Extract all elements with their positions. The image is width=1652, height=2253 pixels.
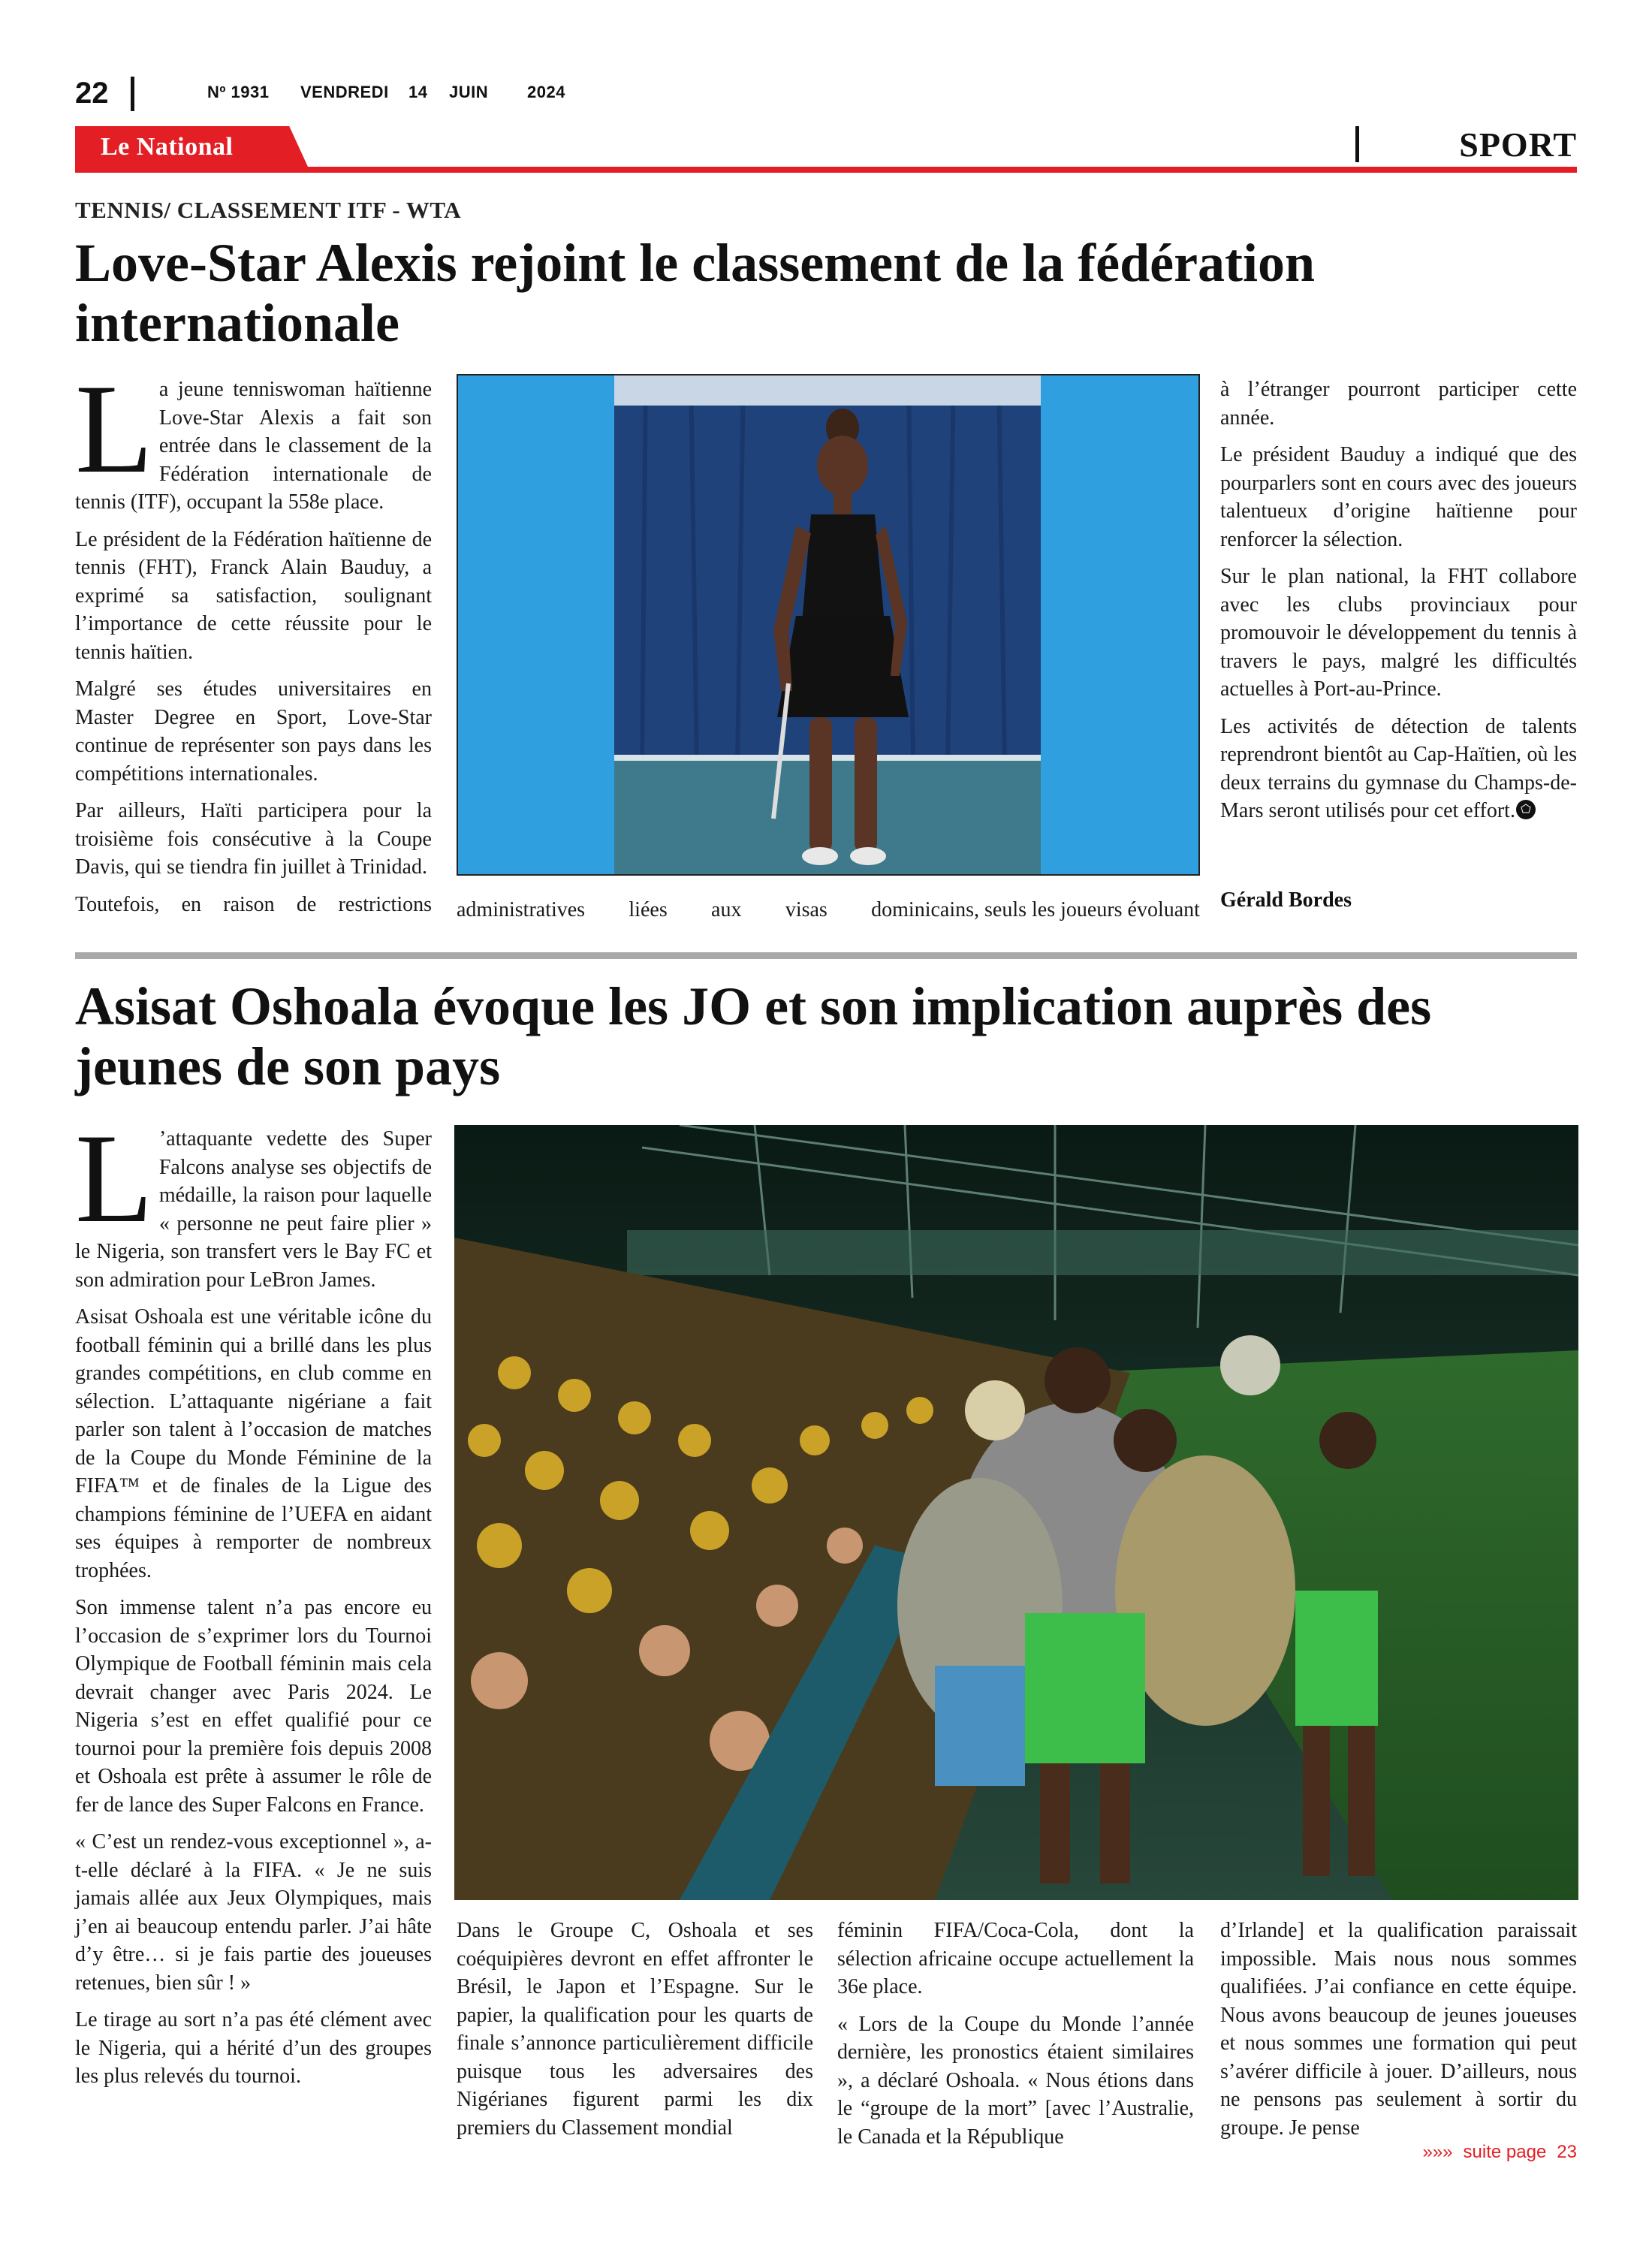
tennis-player-image	[458, 376, 1198, 874]
article1-column-3	[1220, 376, 1577, 834]
issue-day: VENDREDI	[300, 83, 389, 101]
article2-photo	[454, 1125, 1578, 1900]
continuation-word: dominicains, seuls les joueurs évoluant	[871, 898, 1200, 921]
article2-column-3	[837, 1917, 1194, 2160]
article1-byline: Gérald Bordes	[1220, 888, 1352, 912]
article1-paragraph: La jeune tenniswoman haïtienne Love-Star Alexis a fait son entrée dans le classement de la Fédération internationale de tennis (ITF), occupant la 558e place.	[75, 358, 432, 514]
suite-label: suite page	[1463, 2142, 1547, 2162]
continued-on-page[interactable]	[1422, 2142, 1577, 2163]
section-title: SPORT	[1459, 125, 1577, 164]
article1-dropcap: L	[75, 358, 153, 499]
article1-kicker: TENNIS/ CLASSEMENT ITF - WTA	[75, 197, 462, 223]
article2-dropcap: L	[75, 1108, 153, 1249]
article-separator	[75, 952, 1577, 959]
article1-paragraph: Par ailleurs, Haïti participera pour la troisième fois consécutive à la Coupe Davis, qui se tiendra fin juillet à Trinidad.	[75, 799, 432, 879]
article1-paragraph: Le président Bauduy a indiqué que des pourparlers sont en cours avec des joueurs talentueux d’origine haïtienne pour renforcer la sélection.	[1220, 443, 1577, 551]
brand-name: Le National	[101, 133, 234, 161]
article2-paragraph: L ’attaquante vedette des Super Falcons analyse ses objectifs de médaille, la raison pour laquelle « personne ne peut faire plier » le Nigeria, son transfert vers le Bay FC et son admiration pour LeBron James.	[75, 1108, 432, 1292]
issue-date-day: 14	[408, 83, 428, 101]
article2-headline: Asisat Oshoala évoque les JO et son implication auprès des jeunes de son pays	[75, 976, 1432, 1096]
article1-continuation-line	[457, 896, 1200, 924]
section-divider	[1355, 126, 1359, 162]
article2-paragraph: Le tirage au sort n’a pas été clément avec le Nigeria, qui a hérité d’un des groupes les plus relevés du tournoi.	[75, 2008, 432, 2088]
article1-paragraph: Le président de la Fédération haïtienne de tennis (FHT), Franck Alain Bauduy, a exprimé sa satisfaction, soulignant l’importance de cette réussite pour le tennis haïtien.	[75, 527, 432, 664]
article1-paragraph: Toutefois, en raison de restrictions	[75, 892, 432, 916]
article1-photo	[457, 374, 1200, 876]
header-red-rule	[75, 167, 1577, 173]
brand-bar	[75, 126, 1577, 179]
page-number: 22	[75, 77, 109, 110]
continuation-word: aux	[711, 898, 742, 921]
issue-year: 2024	[527, 83, 565, 101]
page-header	[75, 74, 1577, 113]
article2-paragraph: « C’est un rendez-vous exceptionnel », a-t-elle déclaré à la FIFA. « Je ne suis jamais allée aux Jeux Olympiques, mais j’en ai beaucoup entendu parler. J’ai hâte d’y être… si je fais partie des joueuses retenues, bien sûr ! »	[75, 1830, 432, 1995]
article2-paragraph: Asisat Oshoala est une véritable icône du football féminin qui a brillé dans les plus grandes compétitions, en club comme en sélection. L’attaquante nigériane a fait parler son talent à l’occasion de matches de la Coupe du Monde Féminine de la FIFA™ et de finales de la Ligue des champions féminine de l’UEFA en aidant ses équipes à remporter de nombreux trophées.	[75, 1305, 432, 1582]
stadium-celebration-image	[454, 1125, 1578, 1900]
article2-paragraph: féminin FIFA/Coca-Cola, dont la sélection africaine occupe actuellement la 36e place.	[837, 1919, 1194, 1998]
article1-paragraph: Malgré ses études universitaires en Master Degree en Sport, Love-Star continue de représenter son pays dans les compétitions internationales.	[75, 677, 432, 786]
article1-paragraph: Sur le plan national, la FHT collabore avec les clubs provinciaux pour promouvoir le développement du tennis à travers le pays, malgré les difficultés actuelles à Port-au-Prince.	[1220, 565, 1577, 701]
article1-paragraph: à l’étranger pourront participer cette année.	[1220, 378, 1577, 430]
continuation-word: liées	[629, 898, 668, 921]
article2-paragraph: Son immense talent n’a pas encore eu l’occasion de s’exprimer lors du Tournoi Olympique de Football féminin mais cela devrait changer avec Paris 2024. Le Nigeria s’est en effet qualifié pour ce tournoi pour la première fois depuis 2008 et Oshoala est prête à assumer le rôle de fer de lance des Super Falcons en France.	[75, 1596, 432, 1817]
article2-paragraph: « Lors de la Coupe du Monde l’année dernière, les pronostics étaient similaires », a déclaré Oshoala. « Nous étions dans le “groupe de la mort” [avec l’Australie, le Canada et la République	[837, 2012, 1194, 2149]
issue-number: Nº 1931	[207, 83, 270, 101]
suite-arrows: »»»	[1422, 2142, 1453, 2162]
suite-page-number: 23	[1557, 2142, 1577, 2162]
article1-paragraph: Les activités de détection de talents reprendront bientôt au Cap-Haïtien, où les deux terrains du gymnase du Champs-de-Mars seront utilisés pour cet effort.	[1220, 714, 1577, 822]
article2-paragraph: d’Irlande] et la qualification paraissait impossible. Mais nous nous sommes qualifiées. J’ai confiance en cette équipe. Nous avons beaucoup de jeunes joueuses et nous sommes une formation qui peut s’avérer difficile à jouer. D’ailleurs, nous ne pensons pas seulement à sortir du groupe. Je pense	[1220, 1919, 1577, 2140]
article2-paragraph: Dans le Groupe C, Oshoala et ses coéquipières devront en effet affronter le Brésil, le Japon et l’Espagne. Sur le papier, la qualification pour les quarts de finale s’annonce particulièrement difficile puisque tous les adversaires des Nigérianes figurent parmi les dix premiers du Classement mondial	[457, 1919, 813, 2140]
header-divider	[131, 77, 134, 111]
article2-column-2	[457, 1917, 813, 2151]
article1-headline: Love-Star Alexis rejoint le classement de la fédération internationale	[75, 233, 1316, 353]
continuation-word: administratives	[457, 898, 586, 921]
article2-column-1	[75, 1108, 432, 2100]
issue-month: JUIN	[449, 83, 489, 101]
continuation-word: visas	[785, 898, 828, 921]
article2-column-4	[1220, 1917, 1577, 2151]
article1-column-1	[75, 358, 432, 927]
football-icon	[1515, 799, 1536, 820]
